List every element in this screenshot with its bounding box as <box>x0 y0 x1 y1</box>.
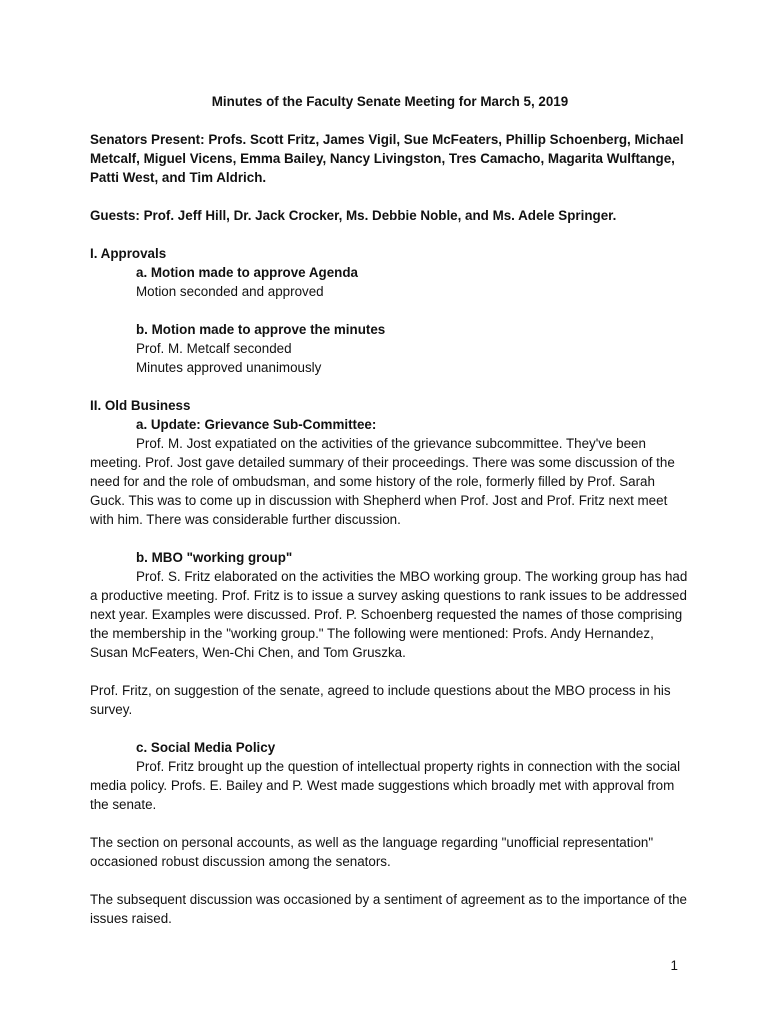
page-number: 1 <box>670 958 678 973</box>
approve-agenda-result: Motion seconded and approved <box>136 284 324 299</box>
social-media-heading: c. Social Media Policy <box>136 740 276 755</box>
document-title: Minutes of the Faculty Senate Meeting for March 5, 2019 <box>211 94 569 109</box>
section-approvals-heading: I. Approvals <box>90 246 167 261</box>
minutes-content <box>90 92 690 928</box>
social-media-paragraph-3: The subsequent discussion was occasioned by a sentiment of agreement as to the importance of the issues raised. <box>90 892 687 926</box>
grievance-paragraph: Prof. M. Jost expatiated on the activities of the grievance subcommittee. They've been meeting. Prof. Jost gave detailed summary of their proceedings. There was some discussion of the need for and the role of ombudsman, and some history of the role, formerly filled by Prof. Sarah Guck. This was to come up in discussion with Shepherd when Prof. Jost and Prof. Fritz next meet with him. There was considerable further discussion. <box>90 436 675 527</box>
section-old-business-heading: II. Old Business <box>90 398 191 413</box>
mbo-paragraph-2: Prof. Fritz, on suggestion of the senate, agreed to include questions about the MBO process in his survey. <box>90 683 671 717</box>
senators-present: Senators Present: Profs. Scott Fritz, James Vigil, Sue McFeaters, Phillip Schoenberg, Michael Metcalf, Miguel Vicens, Emma Bailey, Nancy Livingston, Tres Camacho, Magarita Wulftange, Patti West, and Tim Aldrich. <box>90 132 684 185</box>
guests: Guests: Prof. Jeff Hill, Dr. Jack Crocker, Ms. Debbie Noble, and Ms. Adele Springer. <box>90 208 617 223</box>
mbo-heading: b. MBO "working group" <box>136 550 293 565</box>
social-media-paragraph: Prof. Fritz brought up the question of intellectual property rights in connection with the social media policy. Profs. E. Bailey and P. West made suggestions which broadly met with approval from the senate. <box>90 759 681 812</box>
approve-minutes-seconded: Prof. M. Metcalf seconded <box>136 341 292 356</box>
mbo-paragraph: Prof. S. Fritz elaborated on the activities the MBO working group. The working group has had a productive meeting. Prof. Fritz is to issue a survey asking questions to rank issues to be addressed next year. Examples were discussed. Prof. P. Schoenberg requested the names of those comprising the membership in the "working group." The following were mentioned: Profs. Andy Hernandez, Susan McFeaters, Wen-Chi Chen, and Tom Gruszka. <box>90 569 688 660</box>
approve-agenda-heading: a. Motion made to approve Agenda <box>136 265 358 280</box>
grievance-heading: a. Update: Grievance Sub-Committee: <box>136 417 377 432</box>
approve-minutes-heading: b. Motion made to approve the minutes <box>136 322 386 337</box>
approve-minutes-result: Minutes approved unanimously <box>136 360 322 375</box>
social-media-paragraph-2: The section on personal accounts, as well as the language regarding "unofficial representation" occasioned robust discussion among the senators. <box>90 835 654 869</box>
